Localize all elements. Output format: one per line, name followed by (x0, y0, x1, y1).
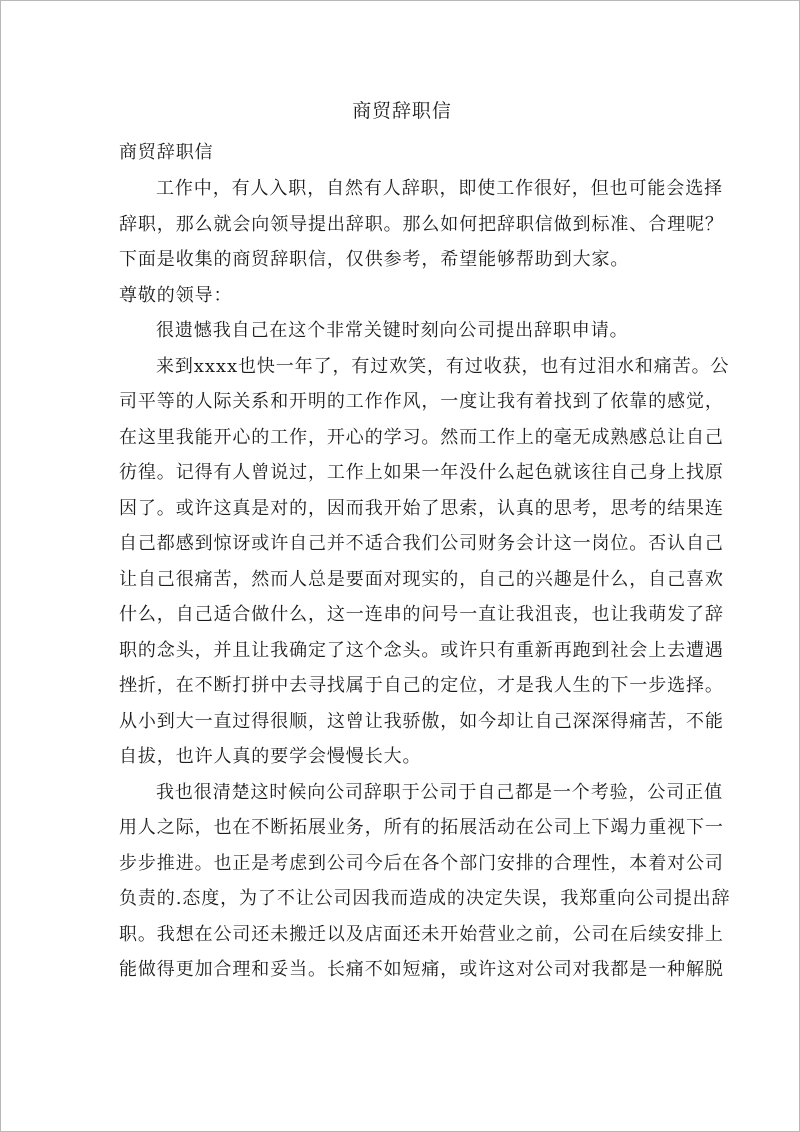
paragraph-line: 从小到大一直过得很顺，这曾让我骄傲，如今却让自己深深得痛苦，不能 (119, 710, 724, 732)
paragraph-line: 职的念头，并且让我确定了这个念头。或许只有重新再跑到社会上去遭遇 (119, 639, 724, 661)
document-title: 商贸辞职信 (352, 100, 452, 122)
paragraph-line: 能做得更加合理和妥当。长痛不如短痛，或许这对公司对我都是一种解脱 (119, 959, 724, 980)
paragraph-line: 自己都感到惊讶或许自己并不适合我们公司财务会计这一岗位。否认自己 (119, 533, 724, 554)
intro-line: 辞职，那么就会向领导提出辞职。那么如何把辞职信做到标准、合理呢？ (119, 213, 724, 235)
paragraph-line: 职。我想在公司还未搬迁以及店面还未开始营业之前，公司在后续安排上 (119, 923, 724, 945)
intro-line: 下面是收集的商贸辞职信，仅供参考，希望能够帮助到大家。 (119, 249, 630, 270)
paragraph-line: 来到xxxx也快一年了，有过欢笑，有过收获，也有过泪水和痛苦。公 (156, 355, 730, 377)
paragraph-line: 步步推进。也正是考虑到公司今后在各个部门安排的合理性，本着对公司 (119, 852, 724, 874)
paragraph-line: 负责的.态度，为了不让公司因我而造成的决定失误，我郑重向公司提出辞 (119, 888, 731, 909)
paragraph-3 (119, 775, 731, 988)
paragraph-1 (119, 313, 685, 349)
salutation: 尊敬的领导： (119, 284, 233, 306)
paragraph-line: 彷徨。记得有人曾说过，工作上如果一年没什么起色就该往自己身上找原 (119, 462, 724, 483)
paragraph-line: 在这里我能开心的工作，开心的学习。然而工作上的毫无成熟感总让自己 (119, 426, 724, 448)
paragraph-line: 我也很清楚这时候向公司辞职于公司于自己都是一个考验，公司正值 (156, 781, 723, 803)
paragraph-2 (119, 349, 730, 775)
intro-line: 工作中，有人入职，自然有人辞职，即使工作很好，但也可能会选择 (156, 178, 723, 199)
paragraph-line: 司平等的人际关系和开明的工作作风，一度让我有着找到了依靠的感觉， (119, 391, 724, 412)
intro-paragraph (119, 171, 724, 278)
paragraph-line: 让自己很痛苦，然而人总是要面对现实的，自己的兴趣是什么，自己喜欢 (119, 568, 724, 590)
paragraph-line: 什么，自己适合做什么，这一连串的问号一直让我沮丧，也让我萌发了辞 (119, 604, 724, 625)
paragraph-line: 因了。或许这真是对的，因而我开始了思索，认真的思考，思考的结果连 (119, 497, 724, 519)
paragraph-line: 很遗憾我自己在这个非常关键时刻向公司提出辞职申请。 (156, 320, 629, 341)
paragraph-line: 自拔，也许人真的要学会慢慢长大。 (119, 746, 422, 767)
paragraph-line: 用人之际，也在不断拓展业务，所有的拓展活动在公司上下竭力重视下一 (119, 817, 724, 838)
paragraph-line: 挫折，在不断打拼中去寻找属于自己的定位，才是我人生的下一步选择。 (119, 675, 724, 696)
document-subtitle: 商贸辞职信 (119, 142, 214, 163)
document-body (119, 93, 731, 988)
